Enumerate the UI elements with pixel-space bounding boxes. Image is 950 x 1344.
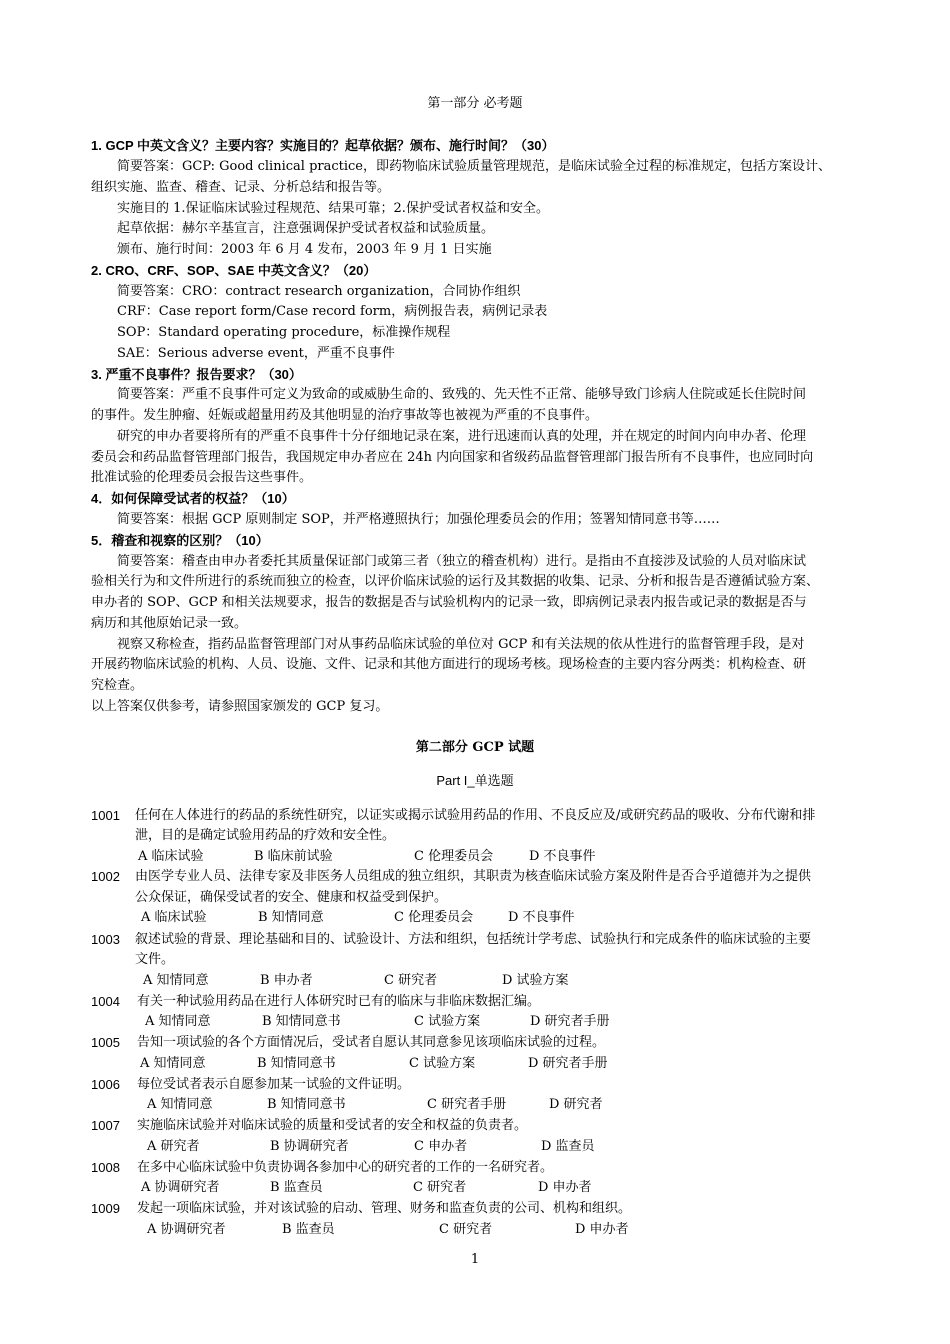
question-number: 1003 <box>91 932 120 947</box>
option-a[interactable]: A 协调研究者 <box>141 1180 220 1195</box>
q5-line: 开展药物临床试验的机构、人员、设施、文件、记录和其他方面进行的现场考核。现场检查的主要内容分两类：机构检查、研 <box>91 657 807 672</box>
option-b[interactable]: B 协调研究者 <box>270 1139 349 1154</box>
q5-line: 申办者的 SOP、GCP 和相关法规要求，报告的数据是否与试验机构内的记录一致，即病例记录表内报告或记录的数据是否与 <box>91 595 807 610</box>
question-number: 1005 <box>91 1035 120 1050</box>
question-text: 有关一种试验用药品在进行人体研究时已有的临床与非临床数据汇编。 <box>137 994 541 1009</box>
q2-line: SAE：Serious adverse event，严重不良事件 <box>117 346 395 361</box>
option-d[interactable]: D 研究者手册 <box>530 1014 610 1029</box>
question-text: 由医学专业人员、法律专家及非医务人员组成的独立组织，其职责为核查临床试验方案及附件是否合乎道德并为之提供 <box>135 869 812 884</box>
question-text: 每位受试者表示自愿参加某一试验的文件证明。 <box>137 1077 411 1092</box>
option-d[interactable]: D 申办者 <box>575 1222 629 1237</box>
option-a[interactable]: A 临床试验 <box>138 849 204 864</box>
option-a[interactable]: A 知情同意 <box>143 973 209 988</box>
option-a[interactable]: A 知情同意 <box>147 1097 213 1112</box>
question-text: 文件。 <box>135 952 175 967</box>
option-c[interactable]: C 试验方案 <box>409 1056 476 1071</box>
q1-line: 简要答案：GCP: Good clinical practice，即药物临床试验质量管理规范，是临床试验全过程的标准规定，包括方案设计、 <box>117 159 831 174</box>
option-c[interactable]: C 研究者 <box>384 973 438 988</box>
question-number: 1002 <box>91 869 120 884</box>
question-text: 泄，目的是确定试验用药品的疗效和安全性。 <box>135 828 396 843</box>
question-number: 1007 <box>91 1118 120 1133</box>
question-text: 叙述试验的背景、理论基础和目的、试验设计、方法和组织，包括统计学考虑、试验执行和完成条件的临床试验的主要 <box>135 932 812 947</box>
q3-heading: 3. 严重不良事件？报告要求？（30） <box>91 367 302 382</box>
q1-line: 颁布、施行时间：2003 年 6 月 4 发布，2003 年 9 月 1 日实施 <box>117 242 492 257</box>
option-d[interactable]: D 申办者 <box>538 1180 592 1195</box>
option-d[interactable]: D 研究者手册 <box>528 1056 608 1071</box>
q5-line: 究检查。 <box>91 678 144 693</box>
q4-heading: 4．如何保障受试者的权益？（10） <box>91 491 295 506</box>
q2-line: 简要答案：CRO：contract research organization，合同协作组织 <box>117 284 521 299</box>
q1-line: 起草依据：赫尔辛基宣言，注意强调保护受试者权益和试验质量。 <box>117 221 495 236</box>
option-d[interactable]: D 监查员 <box>541 1139 595 1154</box>
option-a[interactable]: A 协调研究者 <box>147 1222 226 1237</box>
question-text: 实施临床试验并对临床试验的质量和受试者的安全和权益的负责者。 <box>137 1118 528 1133</box>
option-b[interactable]: B 知情同意书 <box>267 1097 346 1112</box>
question-text: 公众保证，确保受试者的安全、健康和权益受到保护。 <box>135 890 448 905</box>
reference-note: 以上答案仅供参考，请参照国家颁发的 GCP 复习。 <box>91 699 389 714</box>
option-b[interactable]: B 临床前试验 <box>254 849 333 864</box>
q5-line: 简要答案：稽查由申办者委托其质量保证部门或第三者（独立的稽查机构）进行。是指由不直接涉及试验的人员对临床试 <box>117 554 807 569</box>
q5-heading: 5．稽查和视察的区别？（10） <box>91 533 269 548</box>
option-a[interactable]: A 临床试验 <box>141 910 207 925</box>
option-c[interactable]: C 研究者 <box>413 1180 467 1195</box>
q5-line: 病历和其他原始记录一致。 <box>91 616 248 631</box>
question-number: 1008 <box>91 1160 120 1175</box>
option-c[interactable]: C 申办者 <box>414 1139 468 1154</box>
q5-line: 视察又称检查，指药品监督管理部门对从事药品临床试验的单位对 GCP 和有关法规的依从性进行的监督管理手段，是对 <box>117 637 805 652</box>
q1-line: 组织实施、监查、稽查、记录、分析总结和报告等。 <box>91 180 391 195</box>
option-a[interactable]: A 研究者 <box>147 1139 200 1154</box>
question-number: 1006 <box>91 1077 120 1092</box>
q3-line: 研究的申办者要将所有的严重不良事件十分仔细地记录在案，进行迅速而认真的处理，并在规定的时间内向申办者、伦理 <box>117 429 807 444</box>
q2-line: CRF：Case report form/Case record form，病例报告表，病例记录表 <box>117 304 548 319</box>
option-b[interactable]: B 监查员 <box>270 1180 323 1195</box>
q1-heading: 1. GCP 中英文含义？主要内容？实施目的？起草依据？颁布、施行时间？（30） <box>91 138 555 153</box>
q2-line: SOP：Standard operating procedure，标准操作规程 <box>117 325 451 340</box>
option-c[interactable]: C 伦理委员会 <box>414 849 494 864</box>
q2-heading: 2. CRO、CRF、SOP、SAE 中英文含义？（20） <box>91 263 377 278</box>
part2-subtitle: Part I_单选题 <box>436 773 514 788</box>
question-text: 发起一项临床试验，并对该试验的启动、管理、财务和监查负责的公司、机构和组织。 <box>137 1201 632 1216</box>
question-text: 告知一项试验的各个方面情况后，受试者自愿认其同意参见该项临床试验的过程。 <box>137 1035 606 1050</box>
option-b[interactable]: B 申办者 <box>260 973 313 988</box>
option-b[interactable]: B 知情同意书 <box>262 1014 341 1029</box>
part2-title: 第二部分 GCP 试题 <box>415 740 535 755</box>
option-c[interactable]: C 研究者 <box>439 1222 493 1237</box>
option-b[interactable]: B 知情同意书 <box>257 1056 336 1071</box>
question-number: 1001 <box>91 808 120 823</box>
q3-line: 的事件。发生肿瘤、妊娠或超量用药及其他明显的治疗事故等也被视为严重的不良事件。 <box>91 408 599 423</box>
option-c[interactable]: C 伦理委员会 <box>394 910 474 925</box>
option-c[interactable]: C 研究者手册 <box>427 1097 507 1112</box>
q4-line: 简要答案：根据 GCP 原则制定 SOP，并严格遵照执行；加强伦理委员会的作用；签署知情同意书等…… <box>117 512 720 527</box>
option-d[interactable]: D 研究者 <box>549 1097 603 1112</box>
option-b[interactable]: B 知情同意 <box>258 910 324 925</box>
question-number: 1004 <box>91 994 120 1009</box>
q3-line: 批准试验的伦理委员会报告这些事件。 <box>91 470 313 485</box>
q3-line: 委员会和药品监督管理部门报告，我国规定申办者应在 24h 内向国家和省级药品监督管理部门报告所有不良事件，也应同时向 <box>91 450 814 465</box>
option-a[interactable]: A 知情同意 <box>145 1014 211 1029</box>
option-d[interactable]: D 不良事件 <box>508 910 575 925</box>
question-text: 任何在人体进行的药品的系统性研究，以证实或揭示试验用药品的作用、不良反应及/或研究药品的吸收、分布代谢和排 <box>135 808 816 823</box>
q1-line: 实施目的 1.保证临床试验过程规范、结果可靠；2.保护受试者权益和安全。 <box>117 201 549 216</box>
q5-line: 验相关行为和文件所进行的系统而独立的检查，以评价临床试验的运行及其数据的收集、记录、分析和报告是否遵循试验方案、 <box>91 574 820 589</box>
option-d[interactable]: D 试验方案 <box>502 973 569 988</box>
option-c[interactable]: C 试验方案 <box>414 1014 481 1029</box>
q3-line: 简要答案：严重不良事件可定义为致命的或威胁生命的、致残的、先天性不正常、能够导致门诊病人住院或延长住院时间 <box>117 387 807 402</box>
part1-title: 第一部分 必考题 <box>427 96 523 111</box>
option-b[interactable]: B 监查员 <box>282 1222 335 1237</box>
question-number: 1009 <box>91 1201 120 1216</box>
page-number: 1 <box>470 1252 480 1267</box>
option-d[interactable]: D 不良事件 <box>529 849 596 864</box>
option-a[interactable]: A 知情同意 <box>140 1056 206 1071</box>
question-text: 在多中心临床试验中负责协调各参加中心的研究者的工作的一名研究者。 <box>137 1160 554 1175</box>
